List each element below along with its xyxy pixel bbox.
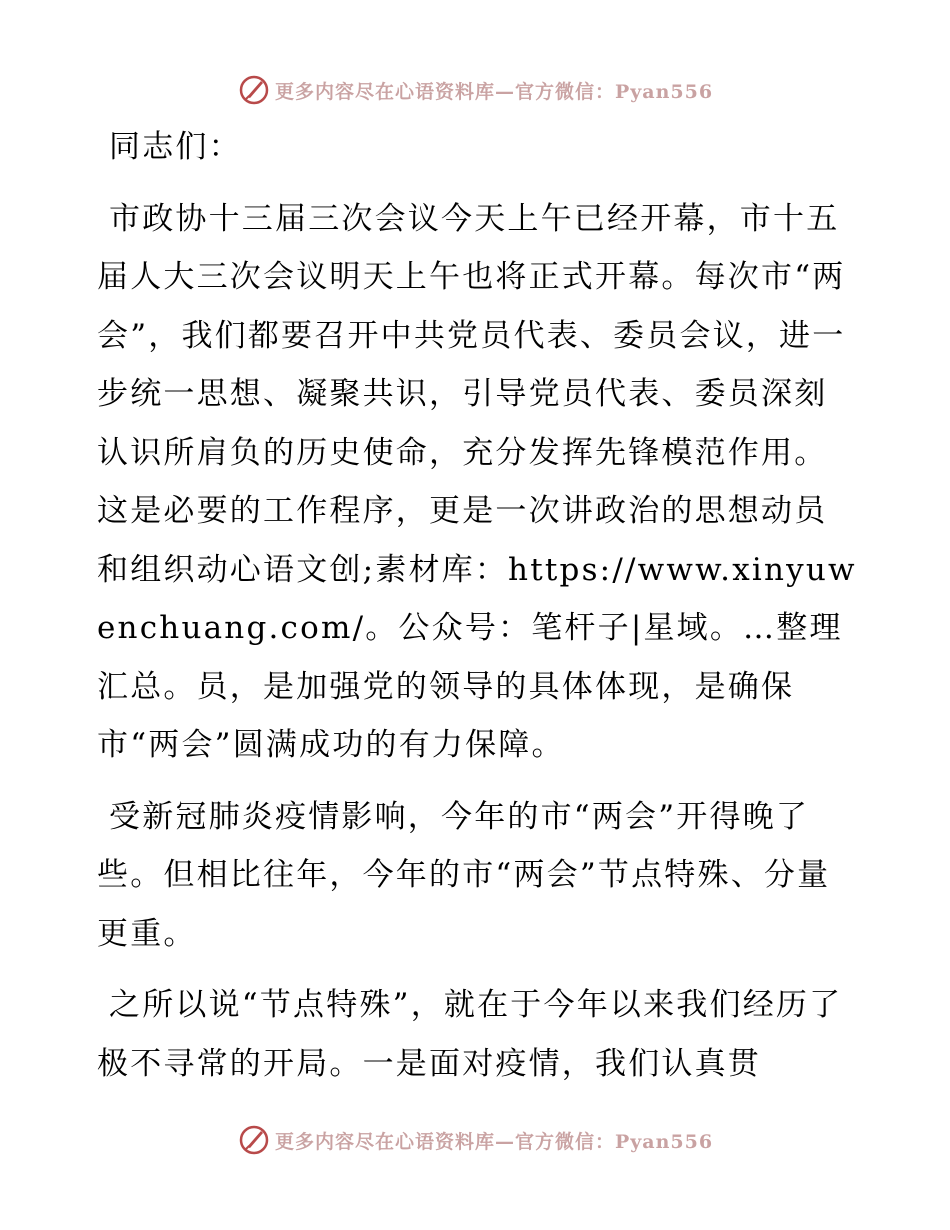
paragraph: 之所以说“节点特殊”，就在于今年以来我们经历了极不寻常的开局。一是面对疫情，我们认真贯 <box>97 987 843 1082</box>
watermark-text: 更多内容尽在心语资料库—官方微信：Pyan556 <box>274 80 714 103</box>
header-watermark <box>0 70 950 110</box>
quill-logo-icon <box>237 1123 271 1157</box>
paragraph: 受新冠肺炎疫情影响，今年的市“两会”开得晚了些。但相比往年，今年的市“两会”节点特殊、分量更重。 <box>97 798 831 952</box>
salutation: 同志们： <box>109 129 242 165</box>
paragraph: 市政协十三届三次会议今天上午已经开幕，市十五届人大三次会议明天上午也将正式开幕。每次市“两会”，我们都要召开中共党员代表、委员会议，进一步统一思想、凝聚共识，引导党员代表、委员深刻认识所肩负的历史使命，充分发挥先锋模范作用。这是必要的工作程序，更是一次讲政治的思想动员和组织动心语文创;素材库：https://www.xinyuwenchuang.com/。公众号：笔杆子|星域。…整理汇总。员，是加强党的领导的具体体现，是确保市“两会”圆满成功的有力保障。 <box>97 200 857 763</box>
footer-watermark <box>0 1120 950 1160</box>
watermark-text: 更多内容尽在心语资料库—官方微信：Pyan556 <box>274 1130 714 1153</box>
quill-logo-icon <box>237 73 271 107</box>
document-body <box>97 118 857 1106</box>
